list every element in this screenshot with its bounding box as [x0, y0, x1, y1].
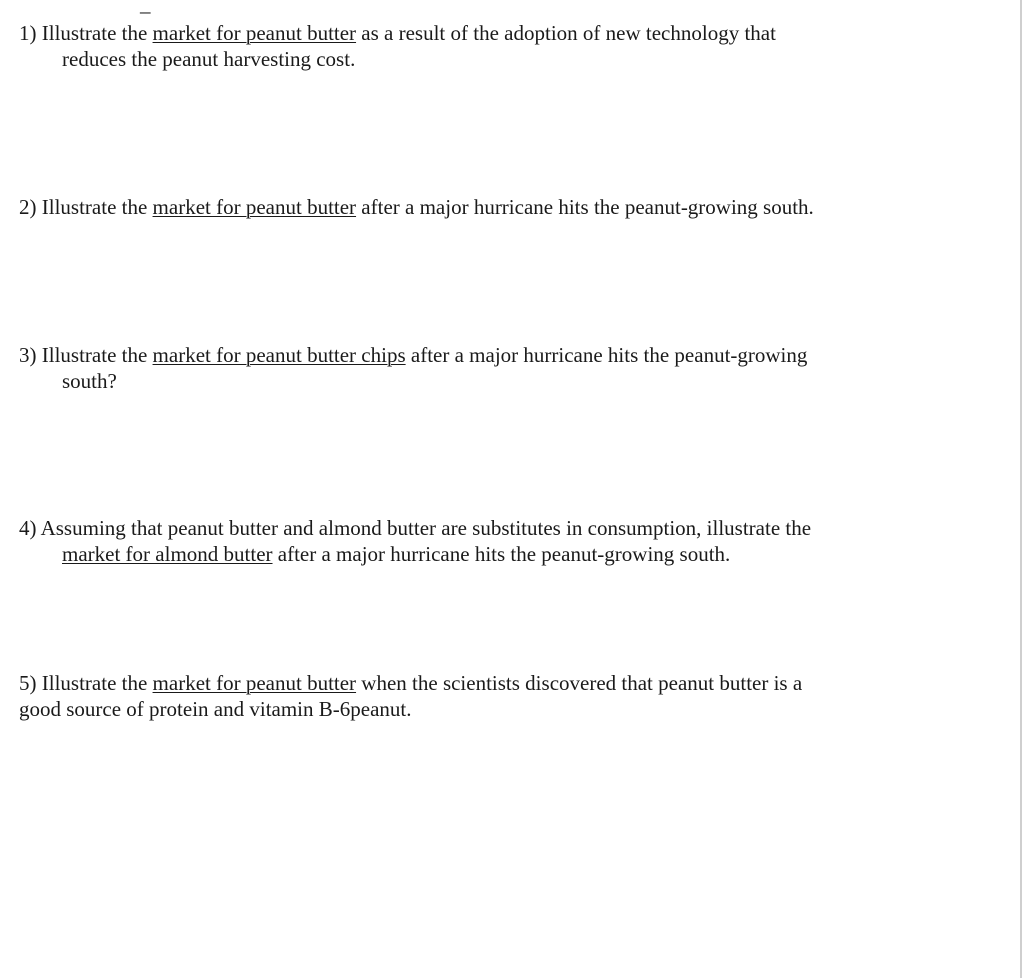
question-number: 1) — [19, 21, 37, 45]
question-1 — [19, 20, 899, 72]
question-2-line-1 — [19, 194, 899, 220]
question-5-line-2: good source of protein and vitamin B-6peanut. — [19, 697, 412, 721]
question-number: 3) — [19, 343, 37, 367]
question-text: Illustrate the — [41, 671, 148, 695]
question-3-line-1 — [19, 342, 899, 368]
question-number: 5) — [19, 671, 37, 695]
question-1-line-2: reduces the peanut harvesting cost. — [62, 47, 356, 71]
question-text: when the scientists discovered that peanut butter is a — [361, 671, 803, 695]
underlined-market: market for almond butter — [62, 542, 273, 566]
question-2 — [19, 194, 899, 220]
question-text: Assuming that peanut butter and almond butter are substitutes in consumption, illustrate the — [40, 516, 812, 540]
underlined-market: market for peanut butter chips — [152, 343, 406, 367]
question-text: after a major hurricane hits the peanut-growing south. — [361, 195, 814, 219]
question-5-line-1 — [19, 670, 899, 696]
question-text: Illustrate the — [41, 343, 148, 367]
question-text: as a result of the adoption of new technology that — [361, 21, 776, 45]
question-number: 2) — [19, 195, 37, 219]
question-3 — [19, 342, 899, 394]
question-5 — [19, 670, 899, 722]
question-4-line-1 — [19, 515, 899, 541]
question-3-line-2: south? — [62, 369, 117, 393]
question-number: 4) — [19, 516, 37, 540]
question-text: Illustrate the — [41, 21, 148, 45]
underlined-market: market for peanut butter — [152, 195, 357, 219]
page-edge-divider — [1020, 0, 1022, 978]
question-4-line-2 — [19, 541, 899, 567]
underlined-market: market for peanut butter — [152, 671, 357, 695]
question-text: after a major hurricane hits the peanut-growing south. — [277, 542, 731, 566]
question-text: after a major hurricane hits the peanut-growing — [410, 343, 808, 367]
question-4 — [19, 515, 899, 567]
underlined-market: market for peanut butter — [152, 21, 357, 45]
cropped-text-fragment: _ — [140, 0, 151, 16]
question-1-line-1 — [19, 20, 899, 46]
question-text: Illustrate the — [41, 195, 148, 219]
